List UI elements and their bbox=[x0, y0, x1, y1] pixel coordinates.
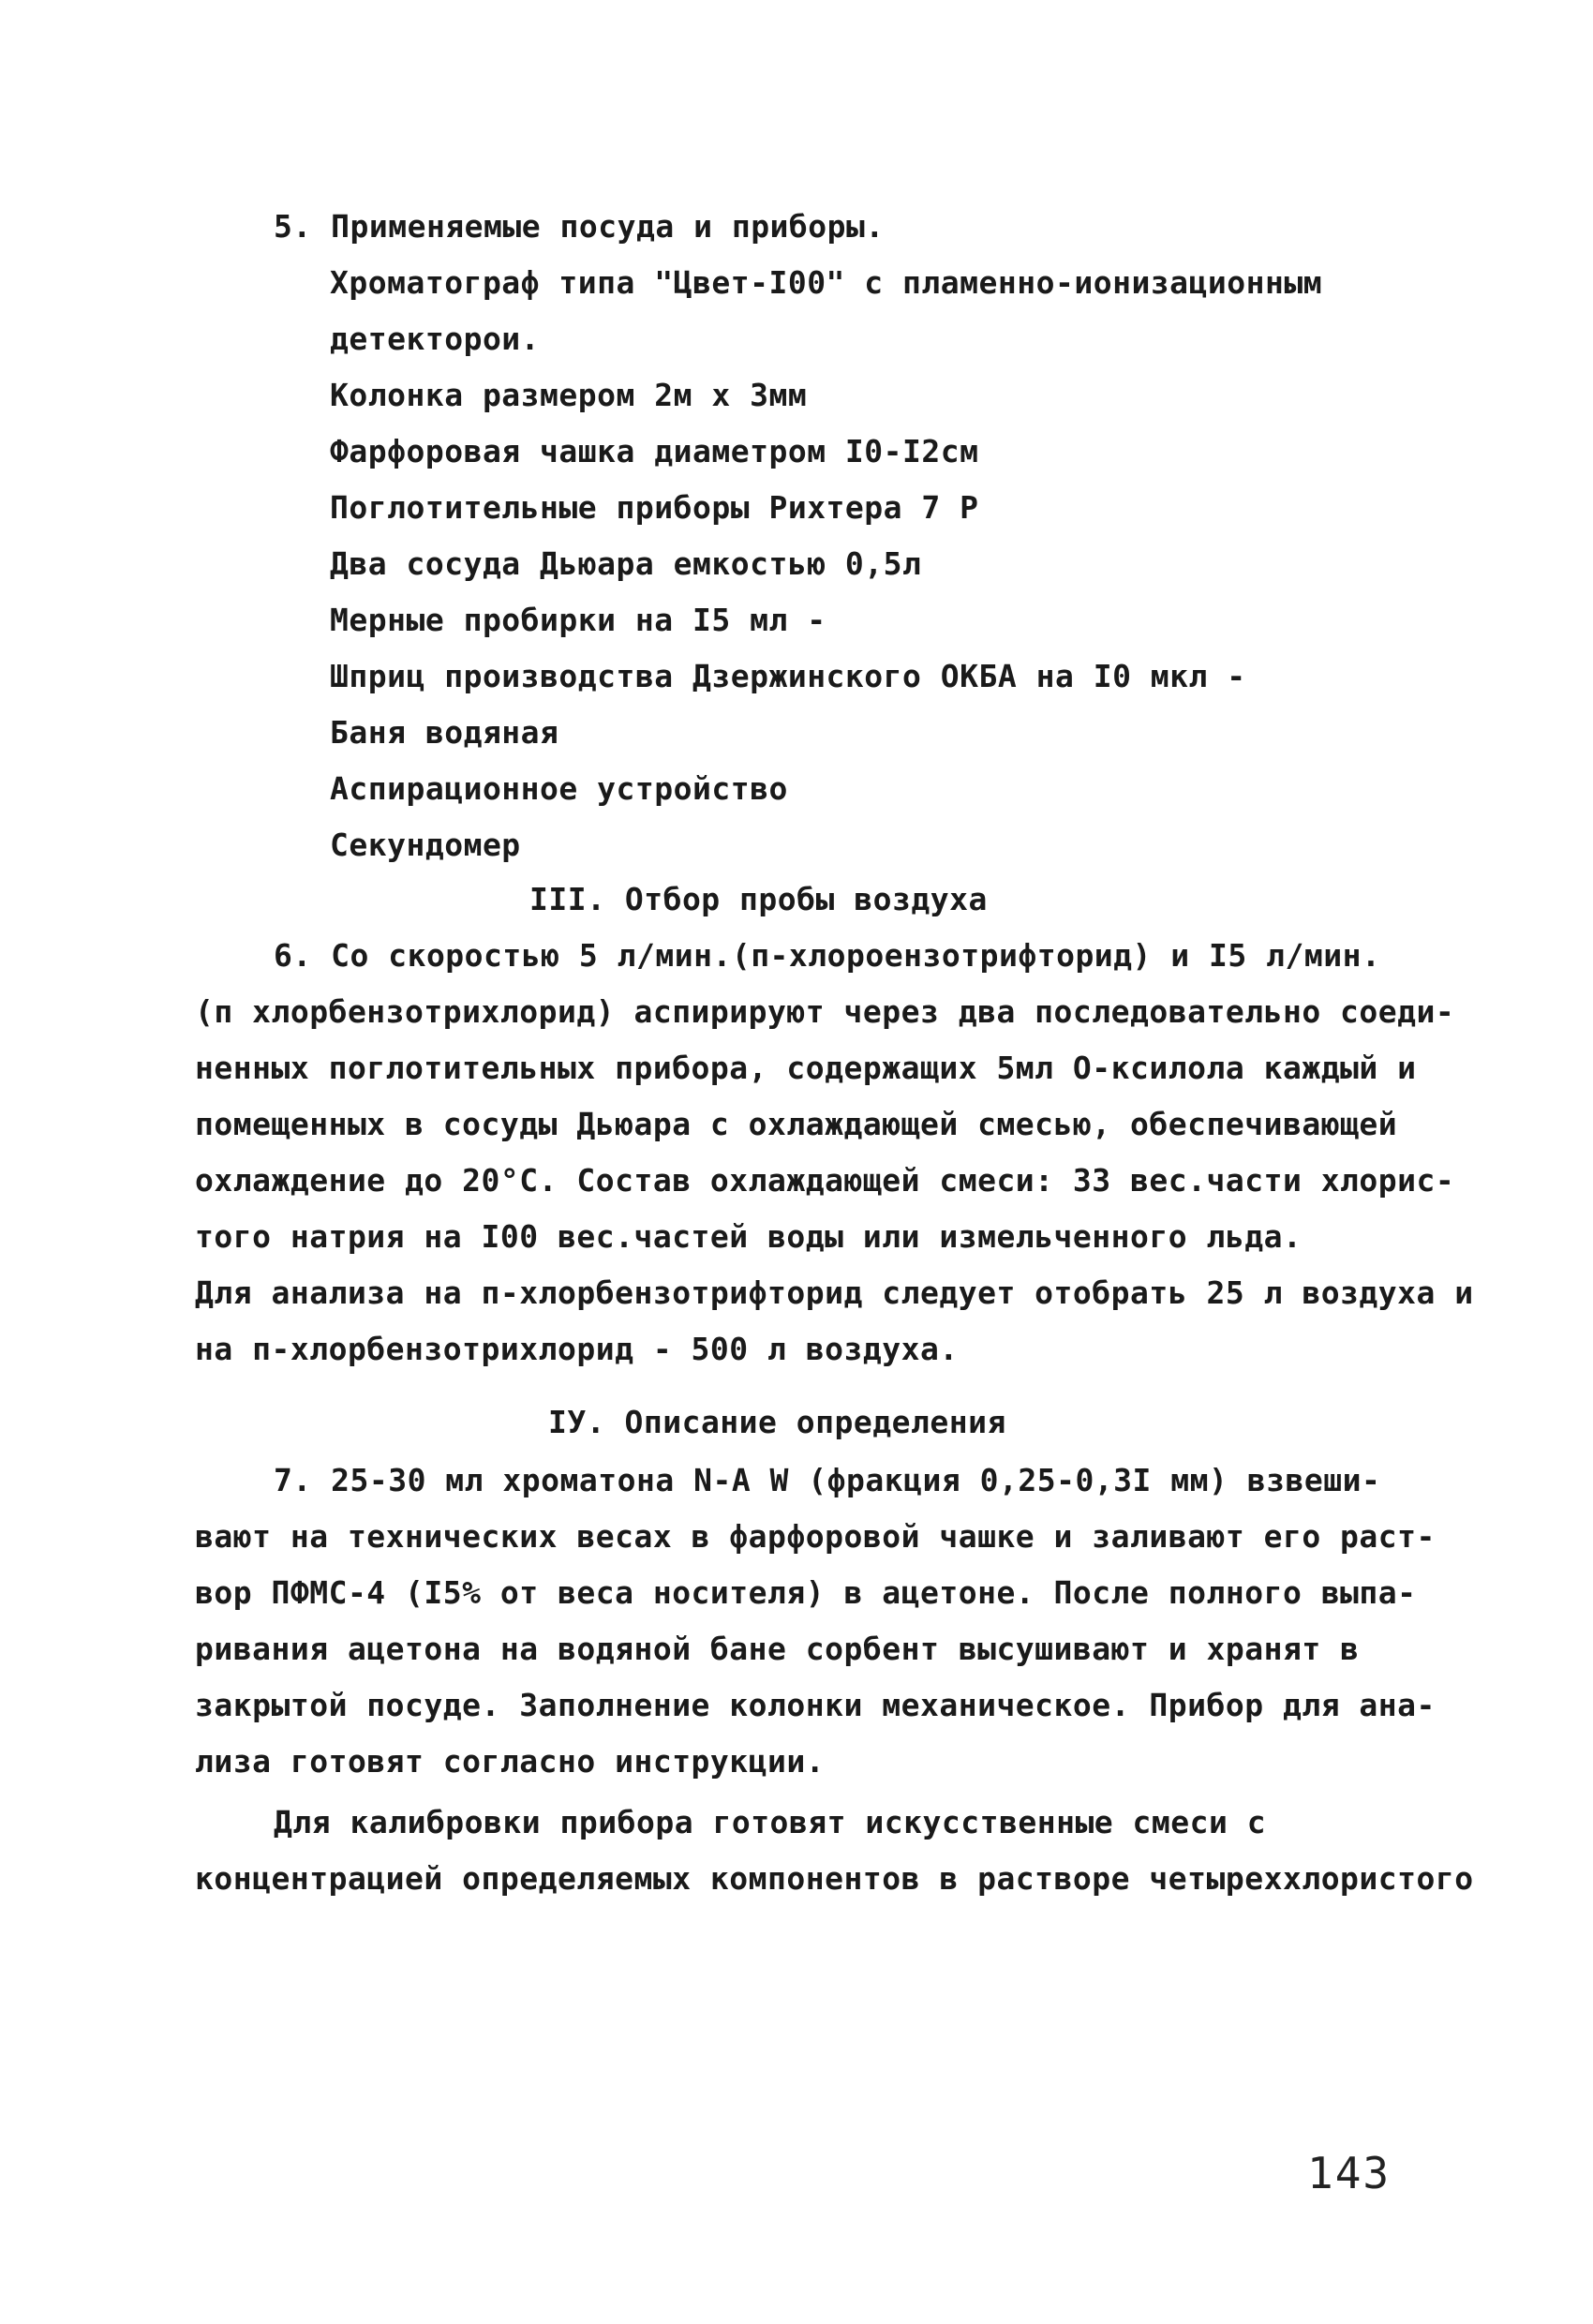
item5-line-9: Баня водяная bbox=[330, 714, 559, 751]
section3-line-4: помещенных в сосуды Дьюара с охлаждающей смесью, обеспечивающей bbox=[195, 1106, 1398, 1142]
section4-line-7: Для калибровки прибора готовят искусственные смеси с bbox=[274, 1804, 1267, 1840]
item5-line-5: Поглотительные приборы Рихтера 7 Р bbox=[330, 489, 979, 526]
item5-line-8: Шприц производства Дзержинского ОКБА на I0 мкл - bbox=[330, 658, 1246, 694]
section4-line-8: концентрацией определяемых компонентов в растворе четыреххлористого bbox=[195, 1860, 1474, 1897]
item5-line-6: Два сосуда Дьюара емкостью 0,5л bbox=[330, 545, 922, 582]
page-number: 143 bbox=[1307, 2148, 1392, 2198]
section3-line-5: охлаждение до 20°С. Состав охлаждающей смеси: 33 вес.части хлорис- bbox=[195, 1162, 1455, 1199]
section3-line-7: Для анализа на п-хлорбензотрифторид следует отобрать 25 л воздуха и bbox=[195, 1274, 1474, 1311]
section3-line-3: ненных поглотительных прибора, содержащих 5мл О-ксилола каждый и bbox=[195, 1050, 1417, 1086]
item5-line-1: Хроматограф типа "Цвет-I00" с пламенно-ионизационным bbox=[330, 264, 1323, 301]
item5-line-4: Фарфоровая чашка диаметром I0-I2см bbox=[330, 433, 979, 469]
section3-line-2: (п хлорбензотрихлорид) аспирируют через два последовательно соеди- bbox=[195, 993, 1455, 1030]
section4-line-1: 7. 25-30 мл хроматона N-A W (фракция 0,25-0,3I мм) взвеши- bbox=[274, 1462, 1381, 1498]
item5-line-7: Мерные пробирки на I5 мл - bbox=[330, 602, 826, 638]
item5-heading: 5. Применяемые посуда и приборы. bbox=[274, 208, 885, 245]
section4-line-5: закрытой посуде. Заполнение колонки механическое. Прибор для ана- bbox=[195, 1687, 1436, 1723]
section3-line-6: того натрия на I00 вес.частей воды или измельченного льда. bbox=[195, 1218, 1303, 1255]
item5-line-3: Колонка размером 2м x 3мм bbox=[330, 377, 808, 413]
section4-line-3: вор ПФМС-4 (I5% от веса носителя) в ацетоне. После полного выпа- bbox=[195, 1574, 1417, 1611]
section4-line-4: ривания ацетона на водяной бане сорбент высушивают и хранят в bbox=[195, 1631, 1360, 1667]
item5-line-11: Секундомер bbox=[330, 827, 521, 863]
section4-line-6: лиза готовят согласно инструкции. bbox=[195, 1743, 826, 1780]
section3-line-8: на п-хлорбензотрихлорид - 500 л воздуха. bbox=[195, 1331, 959, 1367]
section4-line-2: вают на технических весах в фарфоровой чашке и заливают его раст- bbox=[195, 1518, 1436, 1555]
section3-line-1: 6. Со скоростью 5 л/мин.(п-хлороензотрифторид) и I5 л/мин. bbox=[274, 937, 1381, 974]
section4-heading: IУ. Описание определения bbox=[548, 1404, 1006, 1440]
item5-line-2: детекторои. bbox=[330, 320, 541, 357]
section3-heading: III. Отбор пробы воздуха bbox=[529, 881, 988, 917]
item5-line-10: Аспирационное устройство bbox=[330, 770, 788, 807]
